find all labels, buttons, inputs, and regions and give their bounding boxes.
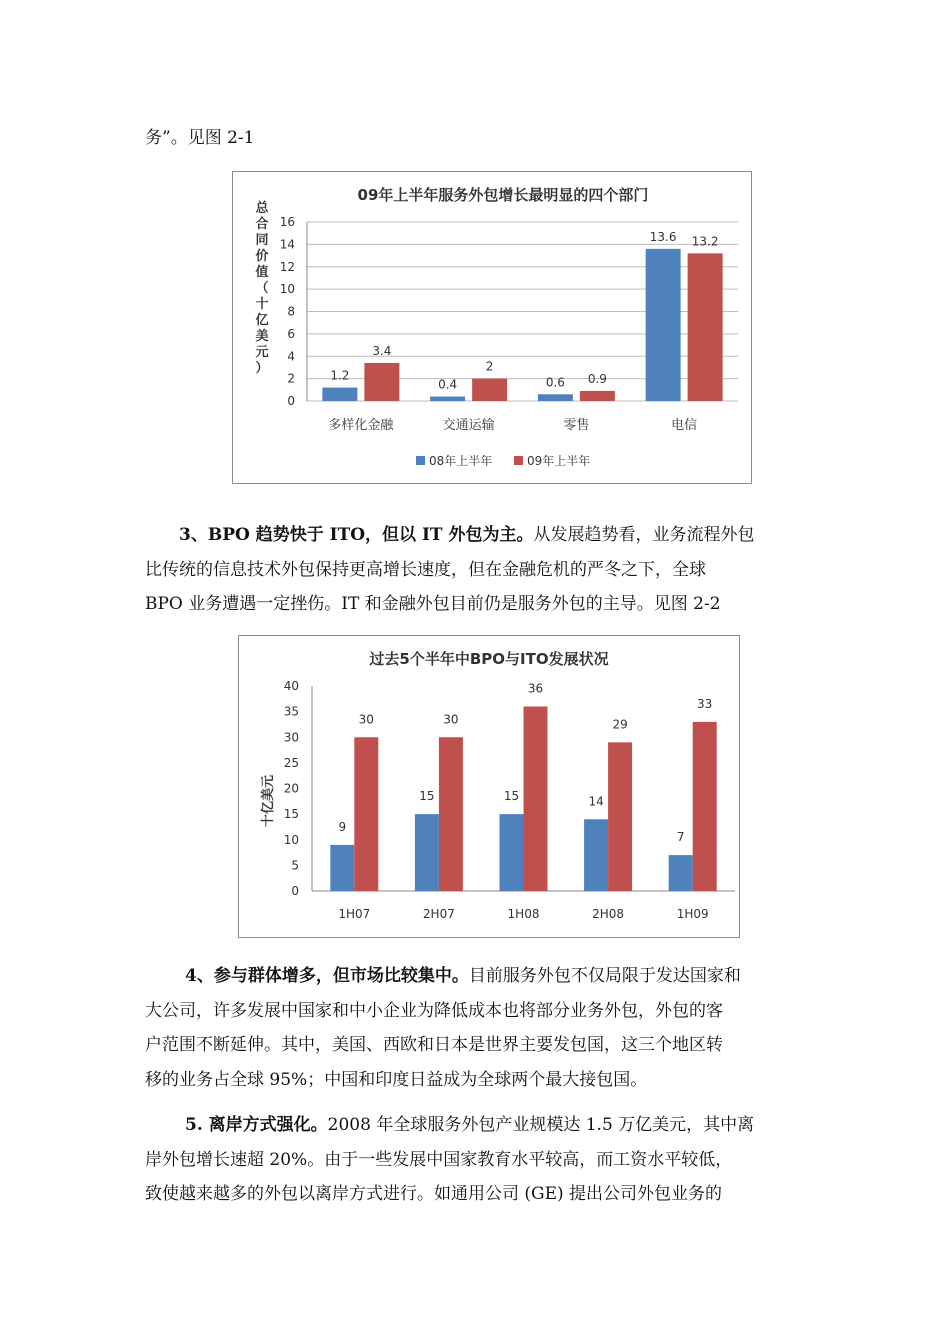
chart2-data-label: 30 <box>358 712 374 727</box>
paragraph-4-line3: 户范围不断延伸。其中，美国、西欧和日本是世界主要发包国，这三个地区转 <box>145 1035 723 1055</box>
legend-label-08: 08年上半年 <box>429 454 493 468</box>
chart2-bar <box>524 707 548 892</box>
chart1-y-tick: 6 <box>287 326 295 341</box>
chart1-legend <box>416 453 590 468</box>
paragraph-3-line2: 比传统的信息技术外包保持更高增长速度，但在金融危机的严冬之下，全球 <box>145 559 706 580</box>
chart1-x-tick: 交通运输 <box>442 418 495 433</box>
chart1-data-label: 0.4 <box>438 377 458 392</box>
legend-label-09: 09年上半年 <box>527 454 591 468</box>
chart1-data-label: 0.6 <box>545 375 565 390</box>
chart1-svg <box>233 172 751 483</box>
chart2-data-label: 30 <box>443 712 459 727</box>
chart2-data-label: 14 <box>588 794 604 809</box>
chart-figure-2-2 <box>238 635 740 938</box>
chart2-y-tick: 15 <box>283 807 299 822</box>
chart2-data-label: 15 <box>503 789 520 804</box>
chart1-data-label: 1.2 <box>330 368 350 383</box>
chart2-bar <box>439 737 463 891</box>
continuation-text <box>145 121 815 156</box>
chart2-bar <box>584 819 608 891</box>
chart2-x-tick: 1H09 <box>676 907 709 921</box>
chart1-bar <box>646 249 681 401</box>
paragraph-3-heading: 3、BPO 趋势快于 ITO，但以 IT 外包为主。 <box>179 525 534 545</box>
chart1-bar <box>472 379 507 401</box>
paragraph-5-heading: 5. 离岸方式强化。 <box>185 1115 328 1135</box>
chart2-y-tick: 0 <box>291 884 299 898</box>
chart2-x-tick: 2H07 <box>422 907 455 921</box>
chart2-y-tick: 20 <box>283 781 299 796</box>
legend-swatch-08 <box>416 456 425 465</box>
chart2-svg <box>239 636 739 937</box>
paragraph-4-line4: 移的业务占全球 95%；中国和印度日益成为全球两个最大接包国。 <box>145 1069 648 1090</box>
paragraph-5-line3: 致使越来越多的外包以离岸方式进行。如通用公司 (GE) 提出公司外包业务的 <box>145 1184 723 1204</box>
chart1-x-ticks <box>328 417 697 433</box>
paragraph-4-heading: 4、参与群体增多，但市场比较集中。 <box>185 966 469 986</box>
chart2-bars <box>330 707 716 892</box>
legend-swatch-09 <box>514 456 523 465</box>
paragraph-5-line2: 岸外包增长速超 20%。由于一些发展中国家教育水平较高，而工资水平较低， <box>145 1149 733 1170</box>
chart1-title: 09年上半年服务外包增长最明显的四个部门 <box>357 186 649 204</box>
chart2-title: 过去5个半年中BPO与ITO发展状况 <box>369 650 609 668</box>
paragraph-3-line3: BPO 业务遭遇一定挫伤。IT 和金融外包目前仍是服务外包的主导。见图 2-2 <box>145 594 721 614</box>
chart1-y-axis-label: 总合同价值（十亿美元） <box>255 201 269 376</box>
chart2-y-tick: 30 <box>283 730 299 745</box>
chart2-data-label: 29 <box>612 717 628 732</box>
chart1-data-label: 13.6 <box>649 229 677 244</box>
chart2-data-label: 15 <box>419 789 435 804</box>
chart-figure-2-1 <box>232 171 752 484</box>
chart1-data-label: 3.4 <box>372 343 392 358</box>
chart1-bar <box>580 391 615 401</box>
chart1-y-tick: 16 <box>279 215 295 229</box>
chart1-bar <box>322 388 357 401</box>
chart2-bar <box>693 722 717 891</box>
chart1-bar <box>430 397 465 401</box>
chart1-data-label: 0.9 <box>587 371 607 386</box>
chart2-bar <box>500 814 524 891</box>
chart2-y-tick: 40 <box>283 679 299 693</box>
chart2-bar <box>415 814 439 891</box>
chart1-y-tick: 12 <box>279 259 295 274</box>
chart2-bar <box>354 737 378 891</box>
chart1-y-ticks <box>280 215 295 408</box>
chart2-x-tick: 2H08 <box>592 907 625 921</box>
chart1-bar <box>688 253 723 401</box>
chart2-bar <box>669 855 693 891</box>
chart1-x-tick: 电信 <box>671 418 698 433</box>
chart2-bar <box>608 742 632 891</box>
chart2-x-tick: 1H08 <box>507 907 540 921</box>
top-line: 务”。见图 2-1 <box>145 128 255 148</box>
chart2-data-label: 36 <box>527 681 544 696</box>
paragraph-4-line2: 大公司，许多发展中国家和中小企业为降低成本也将部分业务外包，外包的客 <box>145 1000 723 1021</box>
chart1-y-tick: 2 <box>287 371 295 386</box>
paragraph-3-line1: 从发展趋势看，业务流程外包 <box>533 525 755 545</box>
chart2-data-label: 7 <box>676 830 685 845</box>
chart1-x-tick: 零售 <box>563 418 590 433</box>
chart2-y-tick: 35 <box>283 704 299 719</box>
paragraph-5-line1: 2008 年全球服务外包产业规模达 1.5 万亿美元，其中离 <box>327 1115 755 1135</box>
chart2-data-label: 33 <box>697 696 713 711</box>
paragraph-4 <box>145 959 815 1097</box>
paragraph-5 <box>145 1108 815 1212</box>
chart2-data-label: 9 <box>338 819 347 834</box>
chart1-y-tick: 10 <box>279 282 295 297</box>
chart2-y-axis-label: 十亿美元 <box>261 774 276 828</box>
chart1-y-tick: 14 <box>279 237 295 252</box>
paragraph-3 <box>145 518 815 622</box>
chart1-data-label: 2 <box>485 359 494 374</box>
chart1-data-label: 13.2 <box>691 234 719 249</box>
chart1-y-tick: 8 <box>287 304 295 319</box>
paragraph-4-line1: 目前服务外包不仅局限于发达国家和 <box>468 966 741 986</box>
chart2-x-tick: 1H07 <box>338 907 371 921</box>
chart2-y-tick: 25 <box>283 755 299 770</box>
chart1-x-tick: 多样化金融 <box>328 418 394 433</box>
chart1-y-tick: 4 <box>287 349 295 364</box>
chart1-y-tick: 0 <box>287 394 295 408</box>
chart2-y-tick: 5 <box>291 858 299 873</box>
chart2-x-ticks <box>338 907 708 921</box>
chart1-bar <box>538 394 573 401</box>
chart2-y-tick: 10 <box>283 832 299 847</box>
chart2-bar <box>330 845 354 891</box>
chart1-bar <box>364 363 399 401</box>
